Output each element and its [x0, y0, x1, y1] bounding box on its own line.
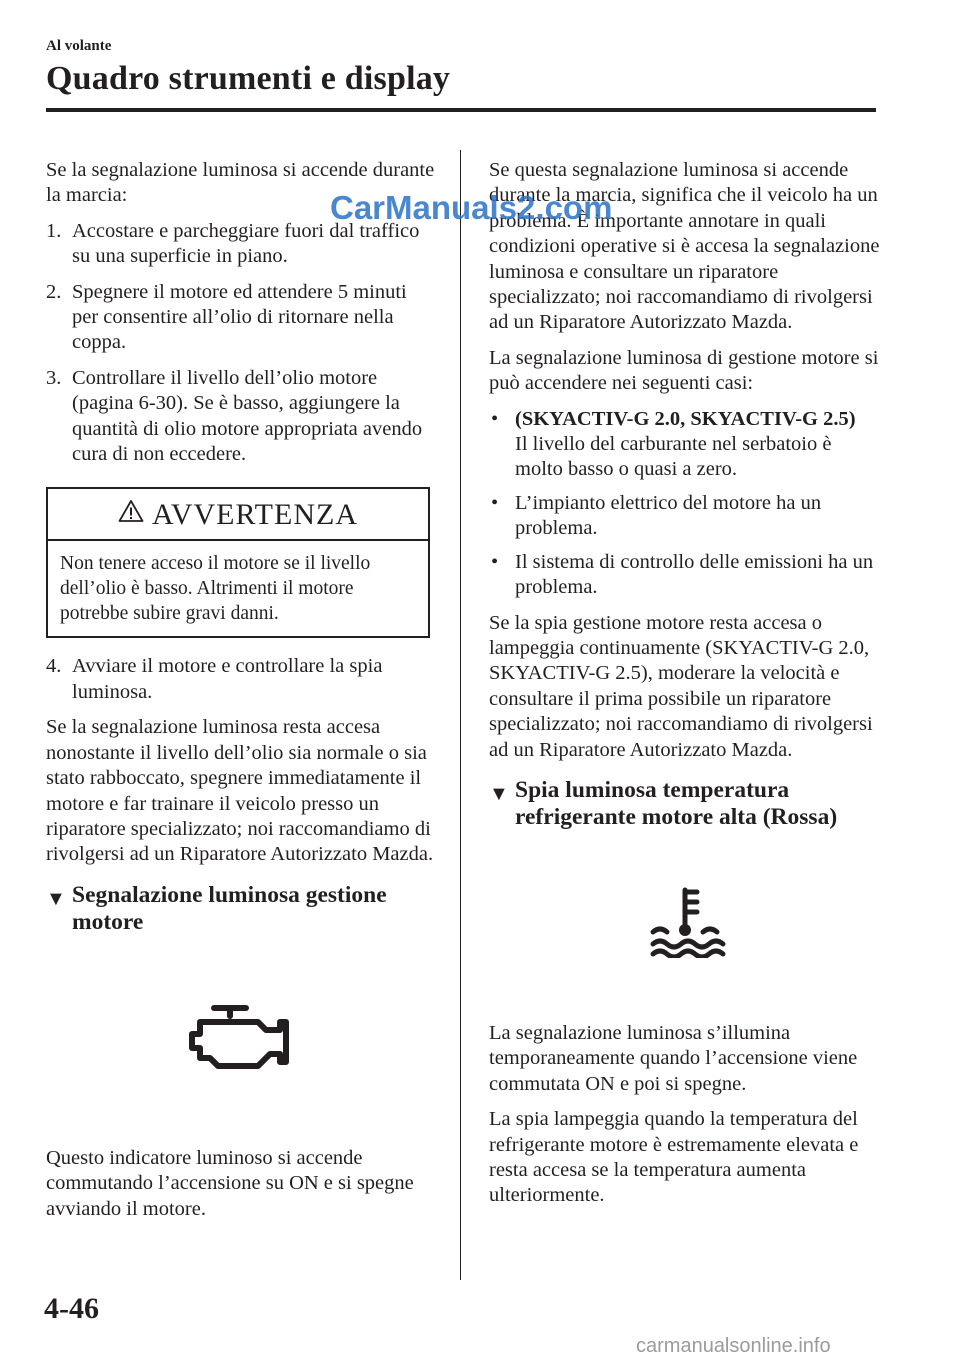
warning-header: [48, 489, 428, 541]
left-column: [46, 158, 436, 1232]
right-column: [489, 158, 884, 1219]
watermark-logo: CarManuals2.com: [330, 189, 613, 226]
bullet-bold-text: (SKYACTIV-G 2.0, SKYACTIV-G 2.5): [515, 407, 856, 430]
list-item: [489, 407, 884, 483]
bullet-text: Il sistema di controllo delle emissioni ha un problema.: [515, 550, 874, 599]
engine-check-icon: [186, 1002, 296, 1079]
bullet-text: Il livello del carburante nel serbatoio è molto basso o quasi a zero.: [515, 433, 832, 481]
page-number: 4-46: [44, 1292, 99, 1325]
right-paragraph-2: La segnalazione luminosa di gestione motore si può accendere nei seguenti casi:: [489, 346, 879, 395]
engine-paragraph: Questo indicatore luminoso si accende commutando l’accensione su ON e si spegne avviando il motore.: [46, 1146, 414, 1220]
coolant-section-heading: [489, 777, 884, 831]
column-divider: [460, 150, 461, 1280]
steps-list: [46, 219, 436, 468]
step-item: [46, 366, 436, 468]
bullet-text: L’impianto elettrico del motore ha un problema.: [515, 491, 822, 540]
bullet-dot-icon: •: [491, 407, 499, 430]
page-title: Quadro strumenti e display: [46, 60, 451, 97]
engine-icon-container: [46, 936, 436, 1146]
warning-text: Non tenere acceso il motore se il livello dell’olio è basso. Altrimenti il motore potrebbe subire gravi danni.: [60, 553, 371, 625]
warning-title: AVVERTENZA: [152, 497, 358, 531]
step-text: Accostare e parcheggiare fuori dal traffico su una superficie in piano.: [72, 219, 420, 268]
oil-warning-paragraph: Se la segnalazione luminosa resta accesa nonostante il livello dell’olio sia normale o sia stato rabboccato, spegnere immediatamente il motore e far trainare il veicolo presso un riparatore specializzato; noi raccomandiamo di rivolgersi ad un Riparatore Autorizzato Mazda.: [46, 716, 434, 866]
step-text: Avviare il motore e controllare la spia luminosa.: [72, 655, 383, 703]
engine-section-heading: [46, 882, 436, 936]
header-rule: [46, 108, 876, 112]
section-label: Al volante: [46, 38, 112, 54]
right-paragraph-4: La segnalazione luminosa s’illumina temporaneamente quando l’accensione viene commutata ON e poi si spegne.: [489, 1021, 858, 1095]
warning-box: [46, 487, 430, 638]
bullet-dot-icon: •: [491, 491, 499, 514]
step-text: Spegnere il motore ed attendere 5 minuti per consentire all’olio di ritornare nella coppa.: [72, 280, 407, 354]
right-paragraph-5: La spia lampeggia quando la temperatura del refrigerante motore è estremamente elevata e resta accesa se la temperatura aumenta ulteriormente.: [489, 1108, 859, 1207]
cases-list: [489, 407, 884, 601]
step-text: Controllare il livello dell’olio motore (pagina 6-30). Se è basso, aggiungere la quantità di olio motore appropriata avendo cura di non eccedere.: [72, 366, 423, 466]
right-paragraph-1: Se questa segnalazione luminosa si accende durante la marcia, significa che il veicolo ha un problema. È importante annotare in quali condizioni operative si è accesa la segnalazione luminosa e consultare un riparatore specializzato; noi raccomandiamo di rivolgersi ad un Riparatore Autorizzato Mazda.: [489, 159, 880, 334]
heading-triangle-icon: ▼: [46, 887, 66, 910]
warning-triangle-icon: [118, 499, 144, 530]
coolant-heading-text: Spia luminosa temperatura refrigerante motore alta (Rossa): [515, 776, 838, 830]
list-item: [489, 491, 884, 542]
step-item: [46, 654, 436, 705]
coolant-icon-container: [489, 831, 884, 1021]
step-number: 1.: [46, 219, 62, 242]
heading-triangle-icon: ▼: [489, 782, 509, 805]
step-number: 2.: [46, 280, 62, 303]
bullet-dot-icon: •: [491, 550, 499, 573]
list-item: [489, 550, 884, 601]
step-item: [46, 280, 436, 356]
intro-paragraph: Se la segnalazione luminosa si accende durante la marcia:: [46, 159, 435, 207]
step-number: 4.: [46, 655, 62, 678]
coolant-temperature-icon: [647, 886, 727, 965]
step-number: 3.: [46, 366, 62, 389]
engine-heading-text: Segnalazione luminosa gestione motore: [72, 881, 387, 935]
watermark-footer: carmanualsonline.info: [636, 1335, 831, 1357]
right-paragraph-3: Se la spia gestione motore resta accesa o lampeggia continuamente (SKYACTIV-G 2.0, SKYACTIV-G 2.5), moderare la velocità e consultare il prima possibile un riparatore specializzato; noi raccomandiamo di rivolgersi ad un Riparatore Autorizzato Mazda.: [489, 611, 873, 761]
